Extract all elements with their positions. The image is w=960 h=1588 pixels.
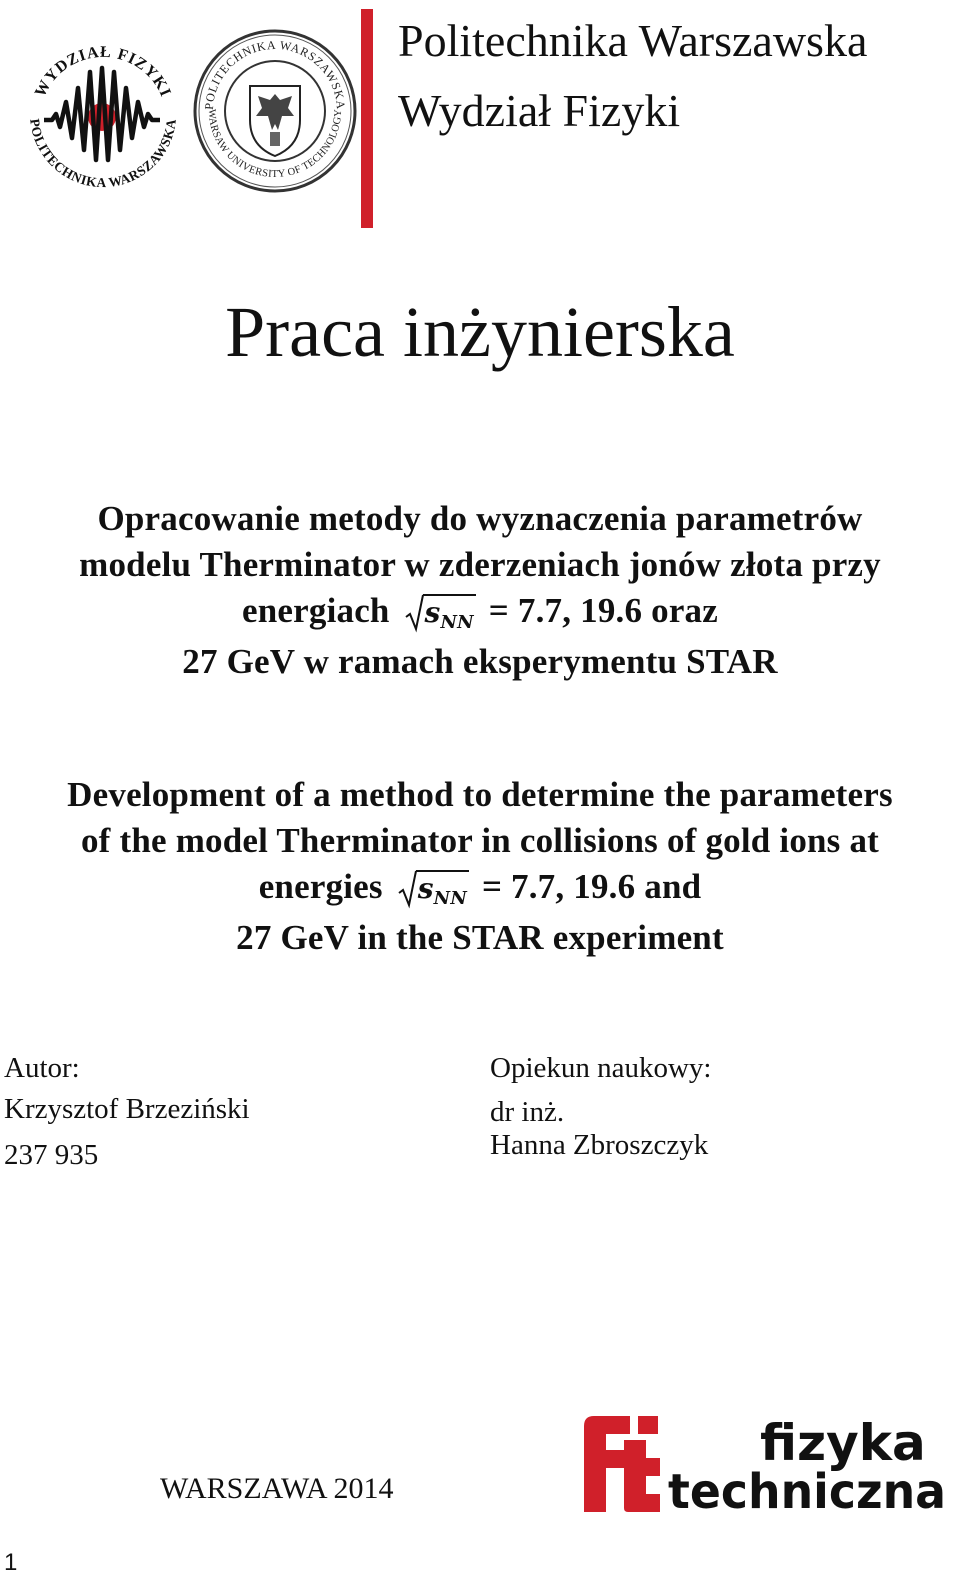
svg-text:POLITECHNIKA WARSZAWSKA: POLITECHNIKA WARSZAWSKA	[201, 37, 349, 111]
title-polish-prefix: energiach	[242, 591, 390, 630]
faculty-of-physics-logo	[18, 28, 188, 198]
header-accent-bar	[361, 9, 373, 228]
supervisor-title: dr inż.	[490, 1096, 565, 1128]
title-polish-line: modelu Therminator w zderzeniach jonów złota przy	[79, 545, 881, 584]
title-english	[0, 772, 960, 961]
author-name: Krzysztof Brzeziński	[4, 1093, 250, 1125]
svg-text:WYDZIAŁ FIZYKI: WYDZIAŁ FIZYKI	[31, 43, 175, 100]
title-polish-line: 27 GeV w ramach eksperymentu STAR	[182, 642, 778, 681]
sqrt-energy-symbol: $s_{NN}$	[398, 873, 469, 915]
author-label: Autor:	[4, 1052, 80, 1084]
student-id: 237 935	[4, 1139, 99, 1171]
title-english-line: 27 GeV in the STAR experiment	[236, 918, 724, 957]
university-name: Politechnika Warszawska	[398, 15, 868, 66]
page-number: 1	[4, 1549, 18, 1576]
svg-text:techniczna: techniczna	[668, 1464, 946, 1518]
place-and-year: WARSZAWA 2014	[160, 1472, 394, 1505]
title-english-line: of the model Therminator in collisions of gold ions at	[80, 821, 880, 860]
title-polish	[0, 496, 960, 685]
sqrt-energy-symbol: $s_{NN}$	[405, 597, 476, 639]
document-type: Praca inżynierska	[225, 292, 735, 372]
title-polish-line: Opracowanie metody do wyznaczenia parametrów	[97, 499, 863, 538]
faculty-name: Wydział Fizyki	[398, 85, 681, 136]
title-polish-suffix: = 7.7, 19.6 oraz	[488, 591, 718, 630]
supervisor-label: Opiekun naukowy:	[490, 1052, 712, 1084]
svg-text:POLITECHNIKA WARSZAWSKA: POLITECHNIKA WARSZAWSKA	[27, 117, 179, 191]
svg-text:WARSAW UNIVERSITY OF TECHNOLOG: WARSAW UNIVERSITY OF TECHNOLOGY	[205, 108, 345, 181]
fizyka-techniczna-logo	[580, 1410, 952, 1518]
supervisor-name: Hanna Zbroszczyk	[490, 1129, 709, 1161]
title-english-line	[0, 864, 960, 915]
title-english-suffix: = 7.7, 19.6 and	[481, 867, 702, 906]
warsaw-university-of-technology-seal	[192, 28, 358, 194]
title-polish-line	[0, 588, 960, 639]
title-english-prefix: energies	[258, 867, 383, 906]
svg-text:fizyka: fizyka	[760, 1414, 926, 1472]
title-english-line: Development of a method to determine the parameters	[67, 775, 893, 814]
